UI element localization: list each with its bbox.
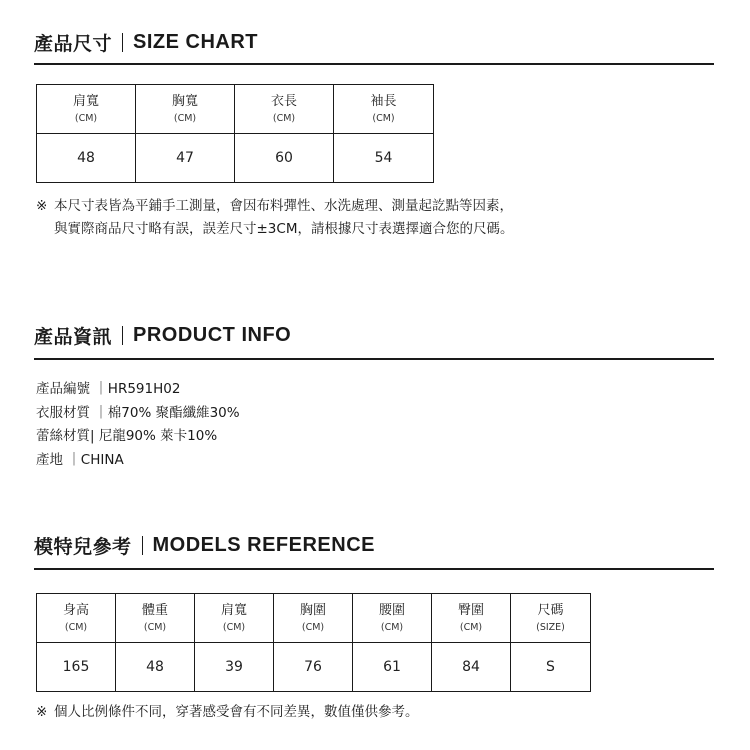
models-value-row bbox=[37, 643, 591, 692]
value-cell-length: 60 bbox=[235, 134, 334, 183]
value-cell-shoulder: 48 bbox=[37, 134, 136, 183]
size-chart-rule bbox=[34, 63, 714, 65]
product-info-title bbox=[34, 322, 291, 349]
models-reference-title-zh: 模特兒參考 bbox=[34, 536, 132, 558]
value-cell-weight: 48 bbox=[116, 643, 195, 692]
note-mark: ※ bbox=[36, 704, 48, 720]
info-lace-material: 蕾絲材質| 尼龍90% 萊卡10% bbox=[36, 428, 218, 444]
value-cell-bust: 76 bbox=[274, 643, 353, 692]
size-chart-header-row bbox=[37, 85, 434, 134]
info-product-number: 產品編號 ｜HR591H02 bbox=[36, 381, 181, 397]
value-cell-hip: 84 bbox=[432, 643, 511, 692]
header-cell-waist: 腰圍 (CM) bbox=[353, 594, 432, 643]
product-info-title-en: PRODUCT INFO bbox=[133, 324, 292, 346]
info-origin: 產地 ｜CHINA bbox=[36, 451, 124, 468]
note-line-2: 與實際商品尺寸略有誤，誤差尺寸±3CM，請根據尺寸表選擇適合您的尺碼。 bbox=[54, 221, 514, 237]
size-chart-table bbox=[36, 84, 434, 183]
value-cell-sleeve: 54 bbox=[334, 134, 434, 183]
models-reference-table bbox=[36, 593, 591, 692]
header-cell-sleeve: 袖長 (CM) bbox=[334, 85, 434, 134]
note-mark: ※ bbox=[36, 198, 48, 214]
product-info-list bbox=[36, 378, 240, 472]
models-note-text: 個人比例條件不同，穿著感受會有不同差異，數值僅供參考。 bbox=[54, 704, 419, 720]
note-line-1: 本尺寸表皆為平鋪手工測量，會因布料彈性、水洗處理、測量起訖點等因素， bbox=[54, 198, 513, 214]
size-chart-value-row bbox=[37, 134, 434, 183]
header-cell-shoulder: 肩寬 (CM) bbox=[37, 85, 136, 134]
header-cell-height: 身高 (CM) bbox=[37, 594, 116, 643]
value-cell-height: 165 bbox=[37, 643, 116, 692]
models-header-row bbox=[37, 594, 591, 643]
header-cell-chest: 胸寬 (CM) bbox=[136, 85, 235, 134]
models-reference-title-en: MODELS REFERENCE bbox=[152, 534, 375, 556]
product-info-rule bbox=[34, 358, 714, 360]
value-cell-waist: 61 bbox=[353, 643, 432, 692]
title-divider bbox=[122, 33, 123, 52]
models-reference-title bbox=[34, 532, 375, 559]
product-info-title-zh: 產品資訊 bbox=[34, 326, 113, 348]
size-chart-note bbox=[36, 195, 513, 241]
header-cell-hip: 臀圍 (CM) bbox=[432, 594, 511, 643]
value-cell-chest: 47 bbox=[136, 134, 235, 183]
header-cell-size: 尺碼 (SIZE) bbox=[511, 594, 591, 643]
header-cell-bust: 胸圍 (CM) bbox=[274, 594, 353, 643]
size-chart-title bbox=[34, 29, 258, 56]
size-chart-title-en: SIZE CHART bbox=[133, 31, 259, 53]
models-reference-rule bbox=[34, 568, 714, 570]
size-chart-title-zh: 產品尺寸 bbox=[34, 33, 113, 55]
info-fabric-material: 衣服材質 ｜棉70% 聚酯纖維30% bbox=[36, 404, 240, 421]
header-cell-length: 衣長 (CM) bbox=[235, 85, 334, 134]
value-cell-shoulder: 39 bbox=[195, 643, 274, 692]
title-divider bbox=[122, 326, 123, 345]
title-divider bbox=[142, 536, 143, 555]
value-cell-size: S bbox=[511, 643, 591, 692]
header-cell-shoulder: 肩寬 (CM) bbox=[195, 594, 274, 643]
header-cell-weight: 體重 (CM) bbox=[116, 594, 195, 643]
models-reference-note bbox=[36, 701, 419, 724]
